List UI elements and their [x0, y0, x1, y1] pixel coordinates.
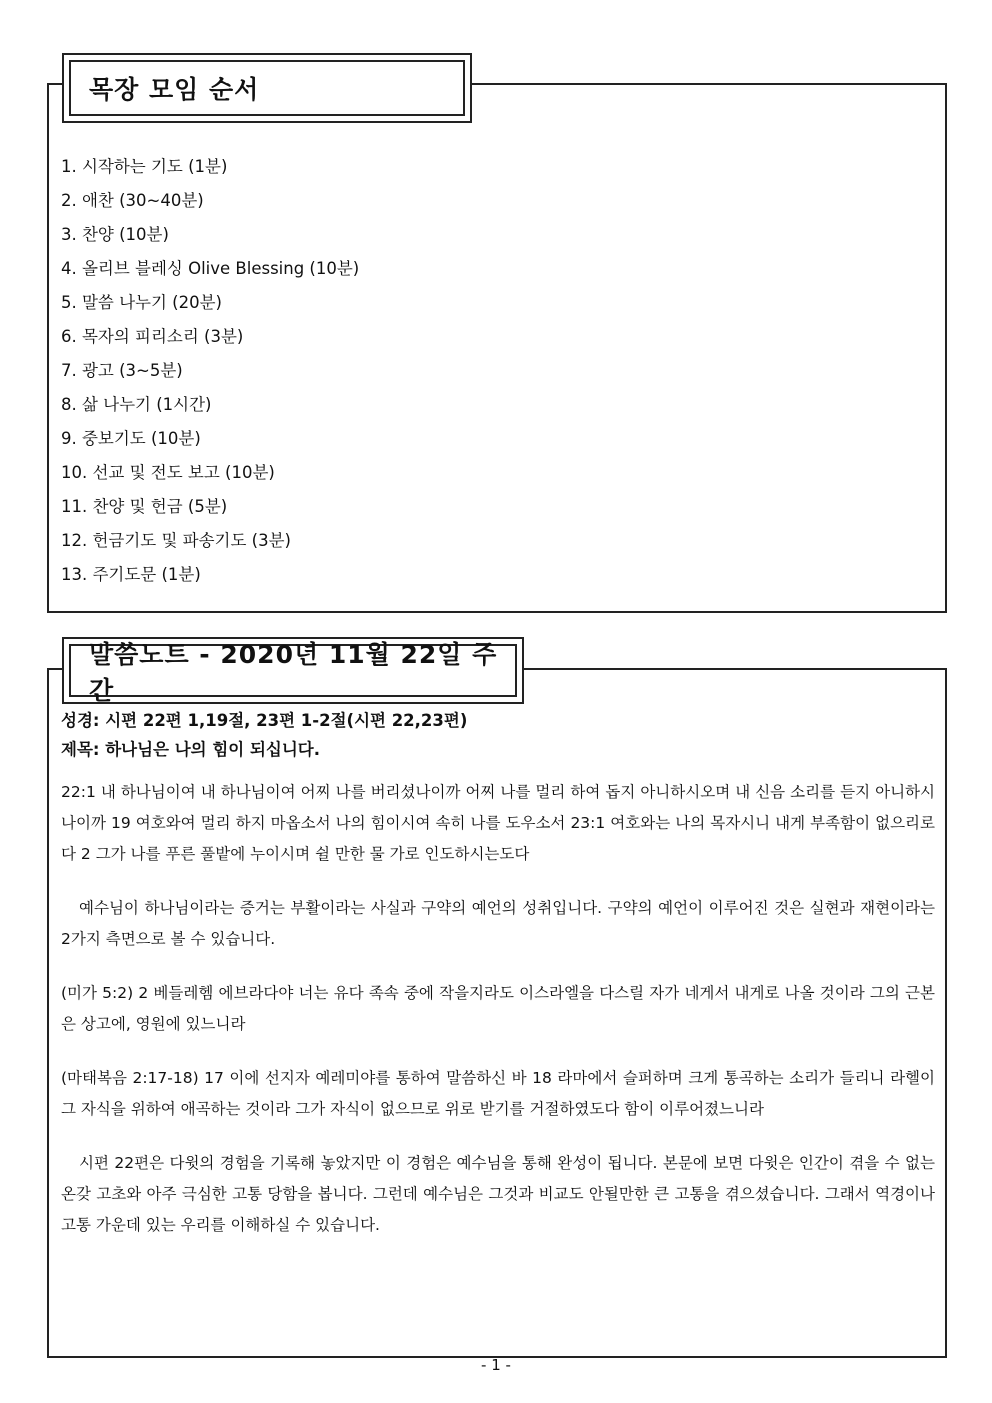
- list-item: 13. 주기도문 (1분): [61, 565, 201, 584]
- order-section-title: 목장 모임 순서: [69, 60, 465, 116]
- list-item: 3. 찬양 (10분): [61, 225, 169, 244]
- list-item: 11. 찬양 및 헌금 (5분): [61, 497, 228, 516]
- meeting-order-list: [61, 150, 359, 592]
- scripture-reference: 성경: 시편 22편 1,19절, 23편 1-2절(시편 22,23편): [61, 711, 468, 730]
- body-paragraph: 시편 22편은 다윗의 경험을 기록해 놓았지만 이 경험은 예수님을 통해 완성이 됩니다. 본문에 보면 다윗은 인간이 겪을 수 없는 온갖 고초와 아주 극심한 고통 당함을 봅니다. 그런데 예수님은 그것과 비교도 안될만한 큰 고통을 겪으셨습니다. 그래서 역경이나 고통 가운데 있는 우리를 이해하실 수 있습니다.: [61, 1154, 935, 1234]
- body-paragraph: 예수님이 하나님이라는 증거는 부활이라는 사실과 구약의 예언의 성취입니다. 구약의 예언이 이루어진 것은 실현과 재현이라는 2가지 측면으로 볼 수 있습니다.: [61, 899, 935, 948]
- list-item: 2. 애찬 (30~40분): [61, 191, 204, 210]
- list-item: 1. 시작하는 기도 (1분): [61, 157, 228, 176]
- list-item: 9. 중보기도 (10분): [61, 429, 201, 448]
- list-item: 10. 선교 및 전도 보고 (10분): [61, 463, 275, 482]
- scripture-text: 22:1 내 하나님이여 내 하나님이여 어찌 나를 버리셨나이까 어찌 나를 멀리 하여 돕지 아니하시오며 내 신음 소리를 듣지 아니하시나이까 19 여호와여 멀리 하지 마옵소서 나의 힘이시여 속히 나를 도우소서 23:1 여호와는 나의 목자시니 내게 부족함이 없으리로다 2 그가 나를 푸른 풀밭에 누이시며 쉴 만한 물 가로 인도하시는도다: [61, 783, 935, 863]
- sermon-section-title-tab: [62, 637, 524, 704]
- quote-paragraph: (마태복음 2:17-18) 17 이에 선지자 예레미야를 통하여 말씀하신 바 18 라마에서 슬퍼하며 크게 통곡하는 소리가 들리니 라헬이 그 자식을 위하여 애곡하는 것이라 그가 자식이 없으므로 위로 받기를 거절하였도다 함이 이루어졌느니라: [61, 1069, 935, 1118]
- sermon-subject: 제목: 하나님은 나의 힘이 되십니다.: [61, 740, 320, 759]
- page-number: - 1 -: [481, 1356, 511, 1374]
- list-item: 6. 목자의 피리소리 (3분): [61, 327, 244, 346]
- order-section-title-tab: [62, 53, 472, 123]
- quote-paragraph: (미가 5:2) 2 베들레헴 에브라다야 너는 유다 족속 중에 작을지라도 이스라엘을 다스릴 자가 네게서 내게로 나올 것이라 그의 근본은 상고에, 영원에 있느니라: [61, 984, 935, 1033]
- list-item: 7. 광고 (3~5분): [61, 361, 183, 380]
- list-item: 8. 삶 나누기 (1시간): [61, 395, 212, 414]
- sermon-section-title: 말씀노트 - 2020년 11월 22일 주간: [69, 644, 517, 697]
- sermon-content: [61, 706, 935, 1241]
- list-item: 12. 헌금기도 및 파송기도 (3분): [61, 531, 291, 550]
- list-item: 5. 말씀 나누기 (20분): [61, 293, 222, 312]
- list-item: 4. 올리브 블레싱 Olive Blessing (10분): [61, 259, 360, 278]
